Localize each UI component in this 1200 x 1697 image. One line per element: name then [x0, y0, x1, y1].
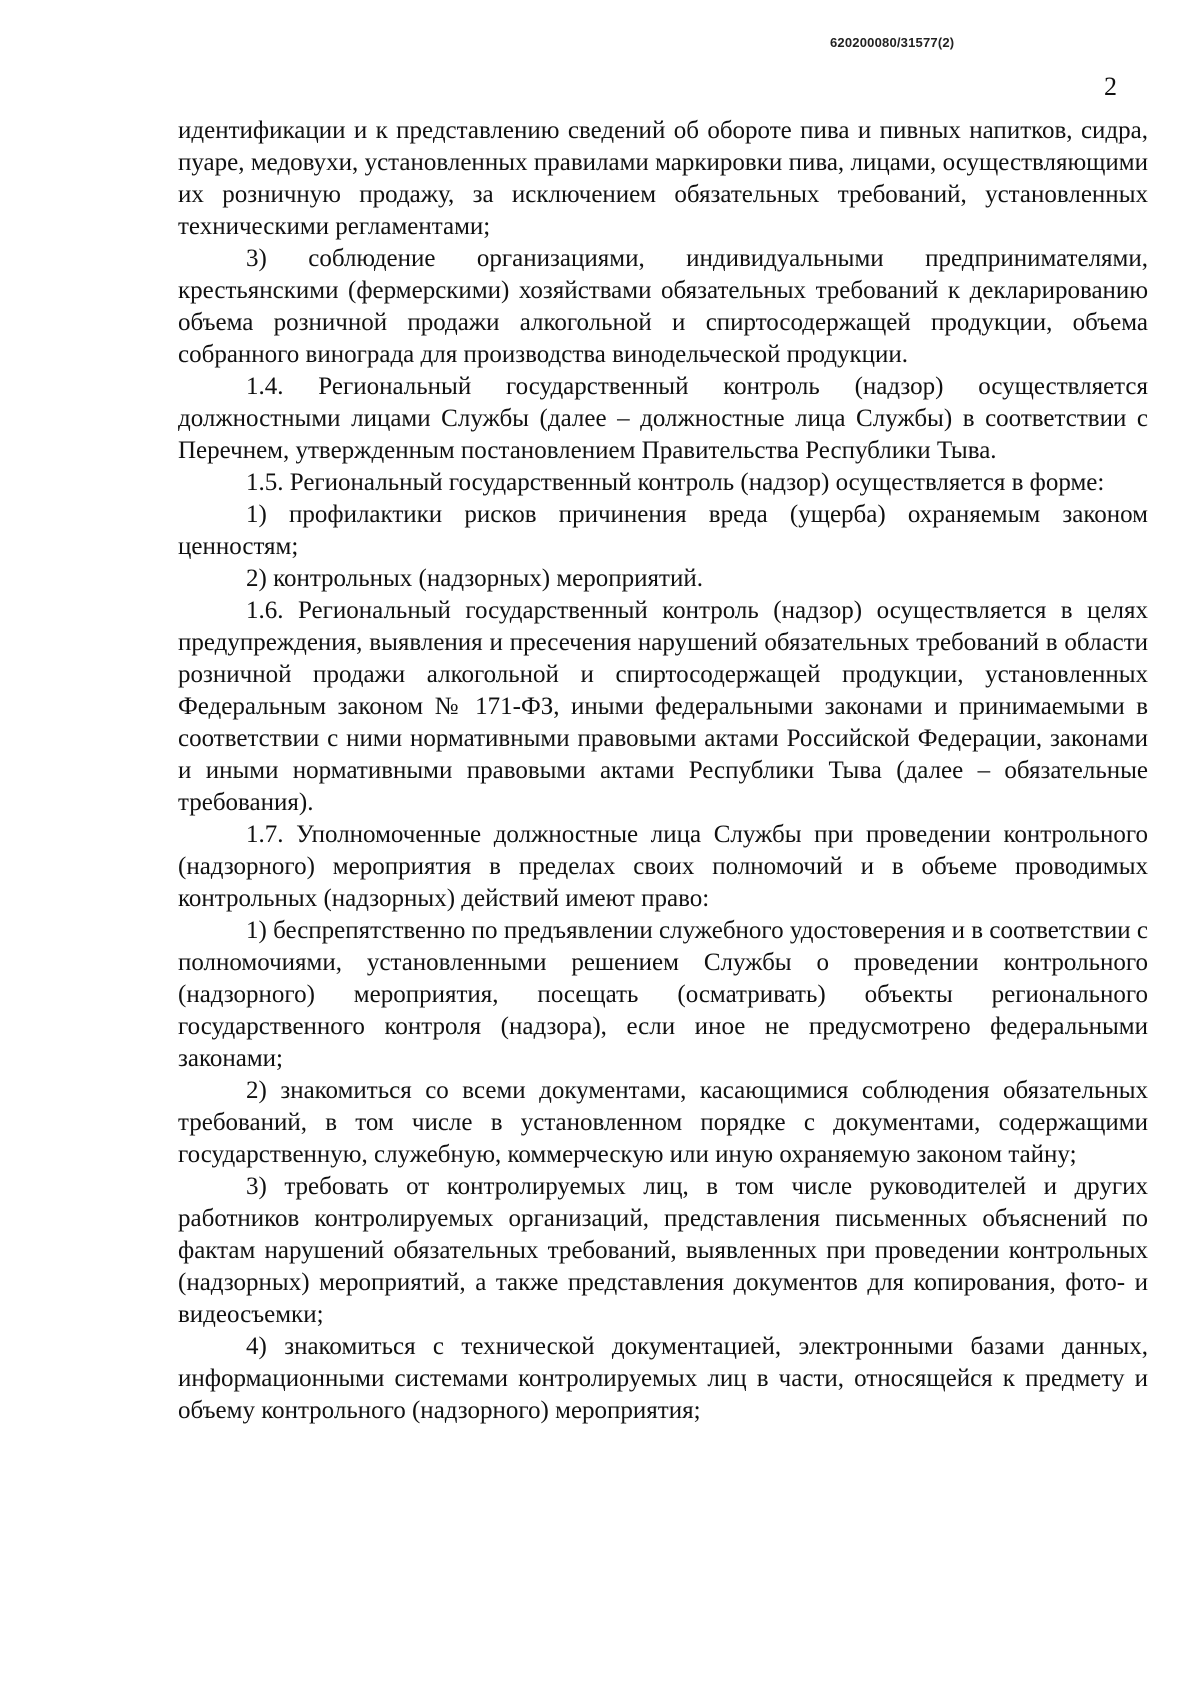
page-number: 2 — [1104, 72, 1117, 101]
paragraph-1-6: 1.6. Региональный государственный контроль (надзор) осуществляется в целях предупреждения, выявления и пресечения нарушений обязательных требований в области розничной продажи алкогольной и спиртосодержащей продукции, установленных Федеральным законом № 171-ФЗ, иными федеральными законами и принимаемыми в соответствии с ними нормативными правовыми актами Российской Федерации, законами и иными нормативными правовыми актами Республики Тыва (далее – обязательные требования). — [178, 597, 1148, 816]
paragraph-1-7-item-2: 2) знакомиться со всеми документами, касающимися соблюдения обязательных требований, в том числе в установленном порядке с документами, содержащими государственную, служебную, коммерческую или иную охраняемую законом тайну; — [178, 1077, 1148, 1168]
paragraph-1-7: 1.7. Уполномоченные должностные лица Службы при проведении контрольного (надзорного) мероприятия в пределах своих полномочий и в объеме проводимых контрольных (надзорных) действий имеют право: — [178, 821, 1148, 912]
document-body — [178, 115, 1148, 1427]
paragraph-1-7-item-3: 3) требовать от контролируемых лиц, в том числе руководителей и других работников контролируемых организаций, представления письменных объяснений по фактам нарушений обязательных требований, выявленных при проведении контрольных (надзорных) мероприятий, а также представления документов для копирования, фото- и видеосъемки; — [178, 1173, 1148, 1328]
paragraph-1-5-item-1: 1) профилактики рисков причинения вреда (ущерба) охраняемым законом ценностям; — [178, 501, 1148, 560]
paragraph-item-3-declaration: 3) соблюдение организациями, индивидуальными предпринимателями, крестьянскими (фермерскими) хозяйствами обязательных требований к декларированию объема розничной продажи алкогольной и спиртосодержащей продукции, объема собранного винограда для производства винодельческой продукции. — [178, 245, 1148, 368]
paragraph-1-7-item-4: 4) знакомиться с технической документацией, электронными базами данных, информационными системами контролируемых лиц в части, относящейся к предмету и объему контрольного (надзорного) мероприятия; — [178, 1333, 1148, 1424]
document-registration-number: 620200080/31577(2) — [830, 35, 955, 50]
paragraph-1-7-item-1: 1) беспрепятственно по предъявлении служебного удостоверения и в соответствии с полномочиями, установленными решением Службы о проведении контрольного (надзорного) мероприятия, посещать (осматривать) объекты регионального государственного контроля (надзора), если иное не предусмотрено федеральными законами; — [178, 917, 1148, 1072]
paragraph-1-5: 1.5. Региональный государственный контроль (надзор) осуществляется в форме: — [246, 469, 1105, 496]
paragraph-1-4: 1.4. Региональный государственный контроль (надзор) осуществляется должностными лицами Службы (далее – должностные лица Службы) в соответствии с Перечнем, утвержденным постановлением Правительства Республики Тыва. — [178, 373, 1148, 464]
paragraph-continuation: идентификации и к представлению сведений об обороте пива и пивных напитков, сидра, пуаре, медовухи, установленных правилами маркировки пива, лицами, осуществляющими их розничную продажу, за исключением обязательных требований, установленных техническими регламентами; — [178, 117, 1148, 240]
paragraph-1-5-item-2: 2) контрольных (надзорных) мероприятий. — [246, 565, 703, 592]
